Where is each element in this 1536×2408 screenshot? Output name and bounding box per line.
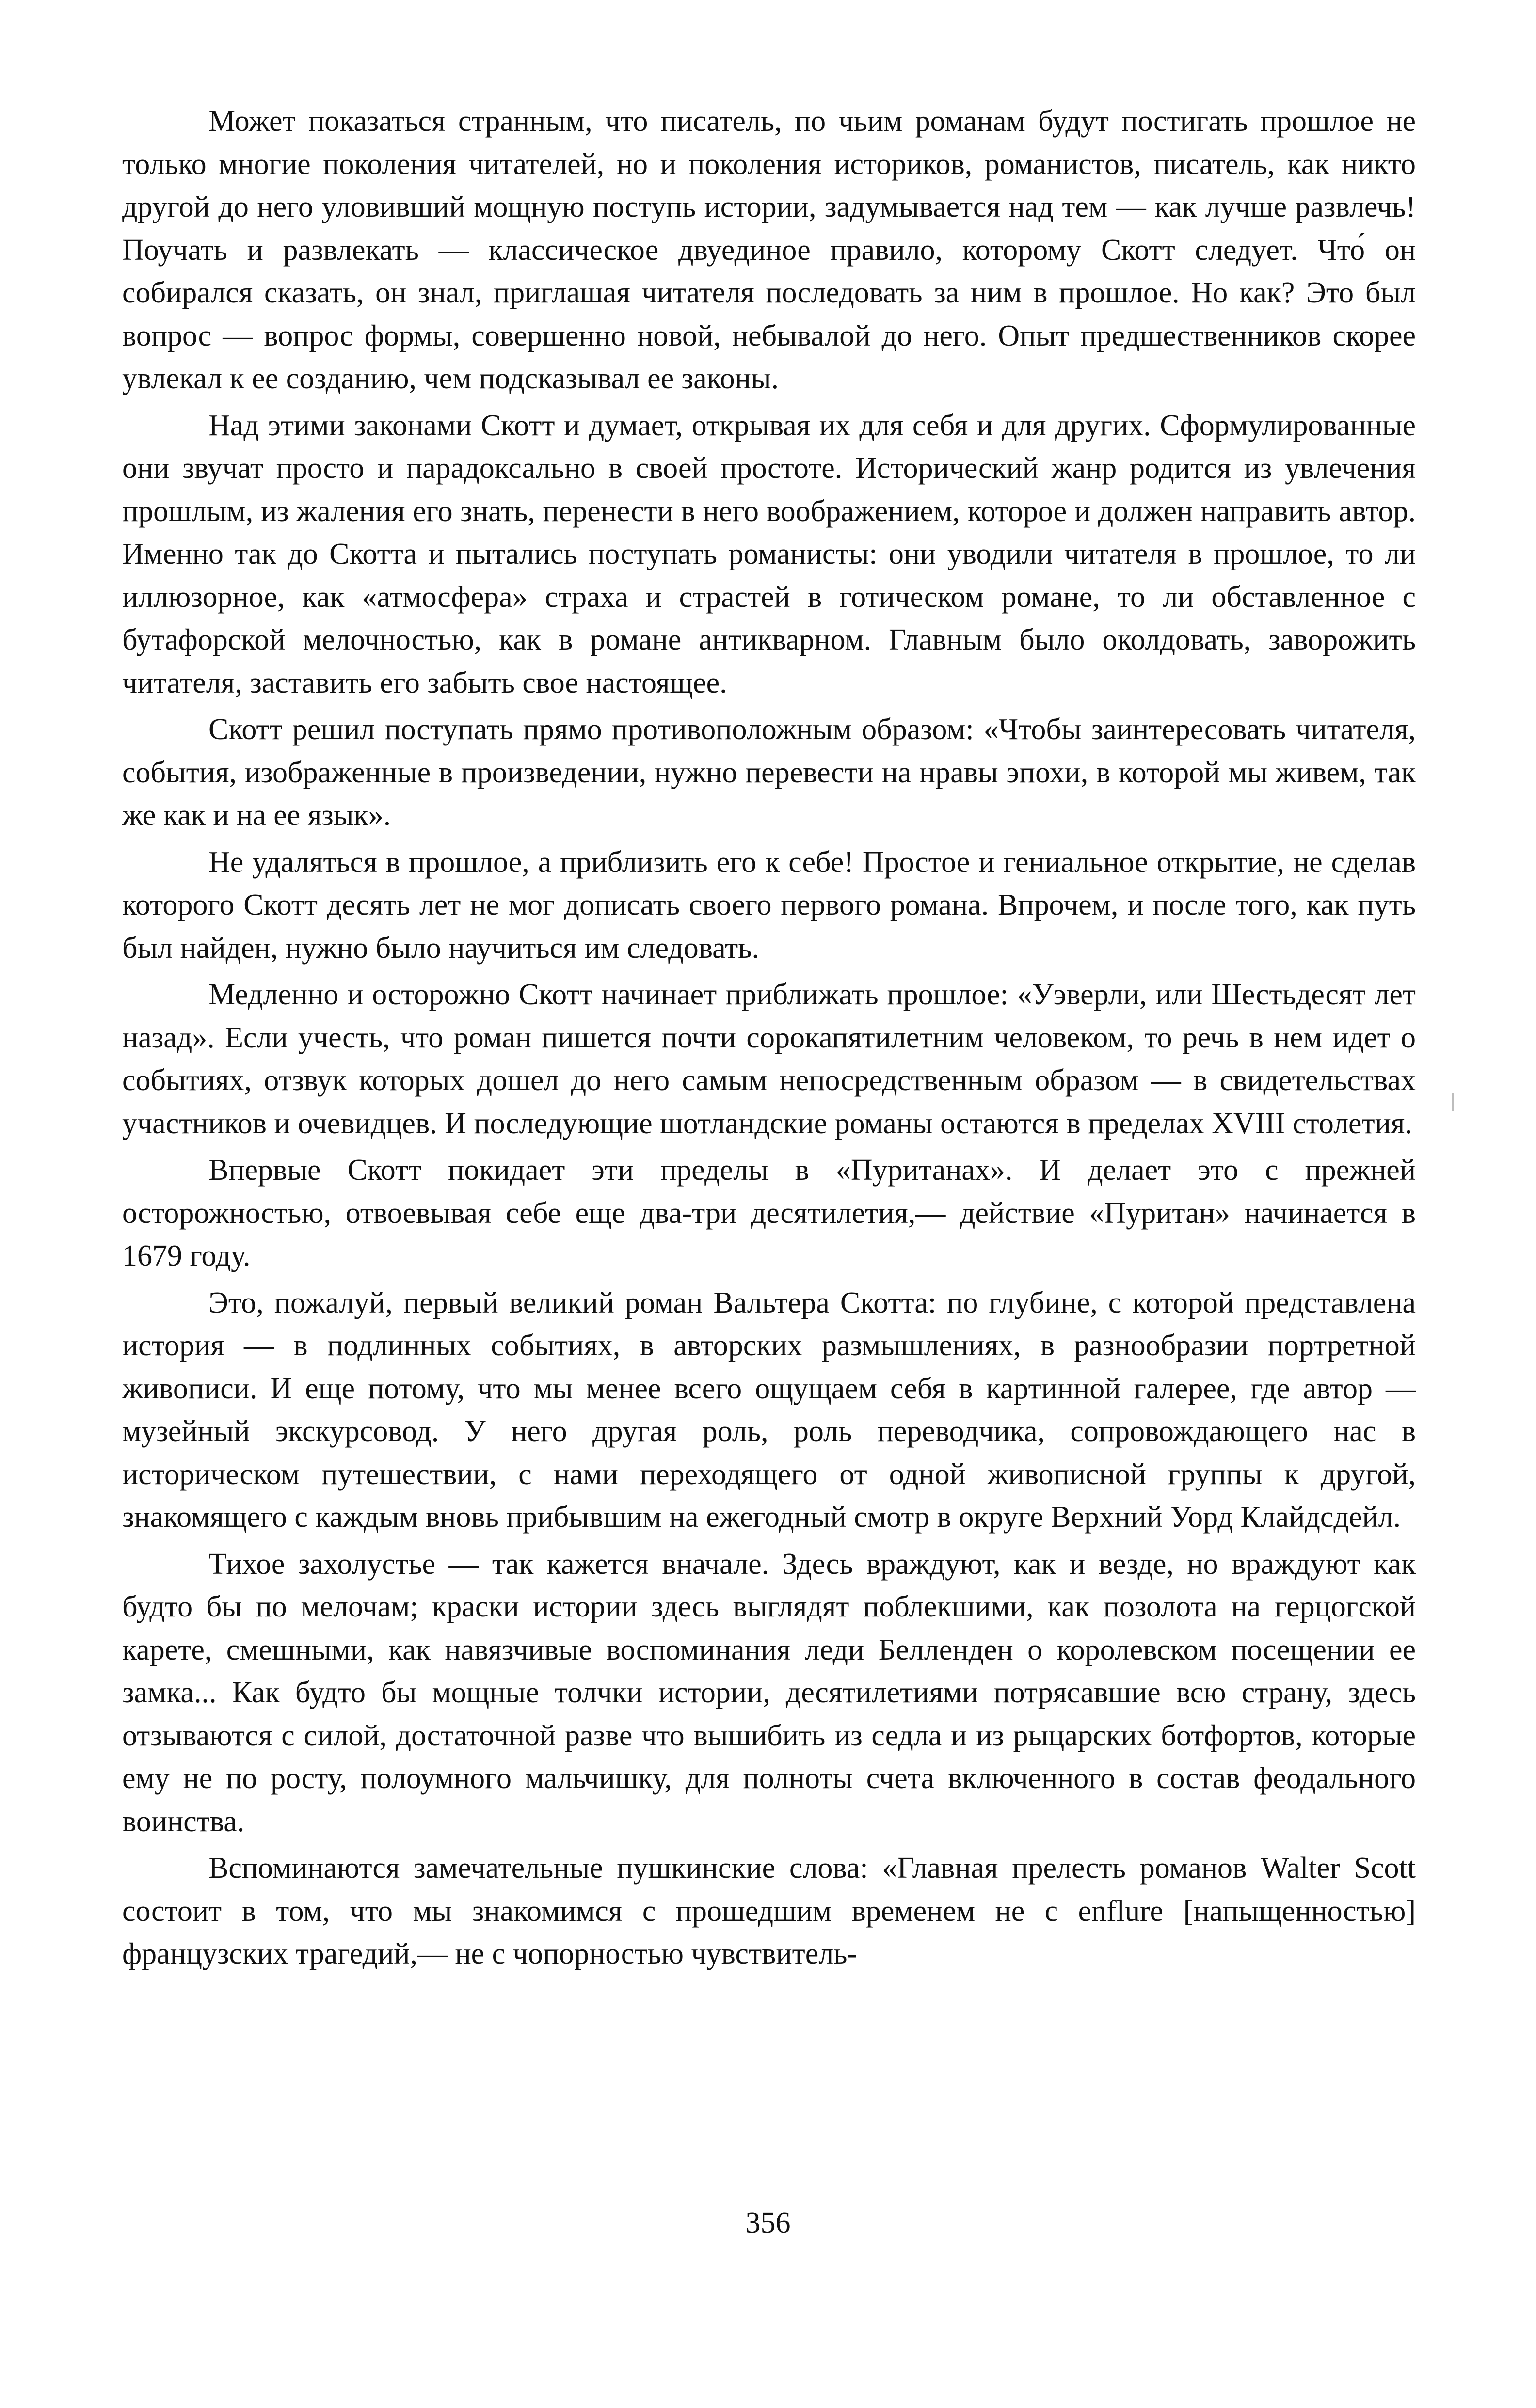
page-body (122, 100, 1416, 1976)
paragraph-9: Вспоминаются замечательные пушкинские слова: «Главная прелесть романов Walter Scott состоит в том, что мы знакомимся с прошедшим временем не с enflure [напыщенностью] французских трагедий,— не с чопорностью чувствитель- (122, 1852, 1416, 1970)
paragraph-6: Впервые Скотт покидает эти пределы в «Пуританах». И делает это с прежней осторожностью, отвоевывая себе еще два-три десятилетия,— действие «Пуритан» начинается в 1679 году. (122, 1154, 1416, 1272)
paragraph-2: Над этими законами Скотт и думает, открывая их для себя и для других. Сформулированные они звучат просто и парадоксально в своей простоте. Исторический жанр родится из увлечения прошлым, из жаления его знать, перенести в него воображением, которое и должен направить автор. Именно так до Скотта и пытались поступать романисты: они уводили читателя в прошлое, то ли иллюзорное, как «атмосфера» страха и страстей в готическом романе, то ли обставленное с бутафорской мелочностью, как в романе антикварном. Главным было околдовать, заворожить читателя, заставить его забыть свое настоящее. (122, 409, 1416, 699)
paragraph-5: Медленно и осторожно Скотт начинает приближать прошлое: «Уэверли, или Шестьдесят лет назад». Если учесть, что роман пишется почти сорокапятилетним человеком, то речь в нем идет о событиях, отзвук которых дошел до него самым непосредственным образом — в свидетельствах участников и очевидцев. И последующие шотландские романы остаются в пределах XVIII столетия. (122, 978, 1416, 1140)
paragraph-4: Не удаляться в прошлое, а приблизить его к себе! Простое и гениальное открытие, не сделав которого Скотт десять лет не мог дописать своего первого романа. Впрочем, и после того, как путь был найден, нужно было научиться им следовать. (122, 845, 1416, 965)
paragraph-1: Может показаться странным, что писатель, по чьим романам будут постигать прошлое не только многие поколения читателей, но и поколения историков, романистов, писатель, как никто другой до него уловивший мощную поступь истории, задумывается над тем — как лучше развлечь! Поучать и развлекать — классическое двуединое правило, которому Скотт следует. Что́ он собирался сказать, он знал, приглашая читателя последовать за ним в прошлое. Но как? Это был вопрос — вопрос формы, совершенно новой, небывалой до него. Опыт предшественников скорее увлекал к ее созданию, чем подсказывал ее законы. (122, 105, 1416, 395)
paragraph-7: Это, пожалуй, первый великий роман Вальтера Скотта: по глубине, с которой представлена история — в подлинных событиях, в авторских размышлениях, в разнообразии портретной живописи. И еще потому, что мы менее всего ощущаем себя в картинной галерее, где автор — музейный экскурсовод. У него другая роль, роль переводчика, сопровождающего нас в историческом путешествии, с нами переходящего от одной живописной группы к другой, знакомящего с каждым вновь прибывшим на ежегодный смотр в округе Верхний Уорд Клайдсдейл. (122, 1286, 1416, 1534)
paragraph-3: Скотт решил поступать прямо противоположным образом: «Чтобы заинтересовать читателя, события, изображенные в произведении, нужно перевести на нравы эпохи, в которой мы живем, так же как и на ее язык». (122, 713, 1416, 832)
margin-mark (1452, 1093, 1454, 1111)
page-number: 356 (745, 2206, 791, 2239)
paragraph-8: Тихое захолустье — так кажется вначале. Здесь враждуют, как и везде, но враждуют как будто бы по мелочам; краски истории здесь выглядят поблекшими, как позолота на герцогской карете, смешными, как навязчивые воспоминания леди Белленден о королевском посещении ее замка... Как будто бы мощные толчки истории, десятилетиями потрясавшие всю страну, здесь отзываются с силой, достаточной разве что вышибить из седла и из рыцарских ботфортов, которые ему не по росту, полоумного мальчишку, для полноты счета включенного в состав феодального воинства. (122, 1547, 1416, 1838)
